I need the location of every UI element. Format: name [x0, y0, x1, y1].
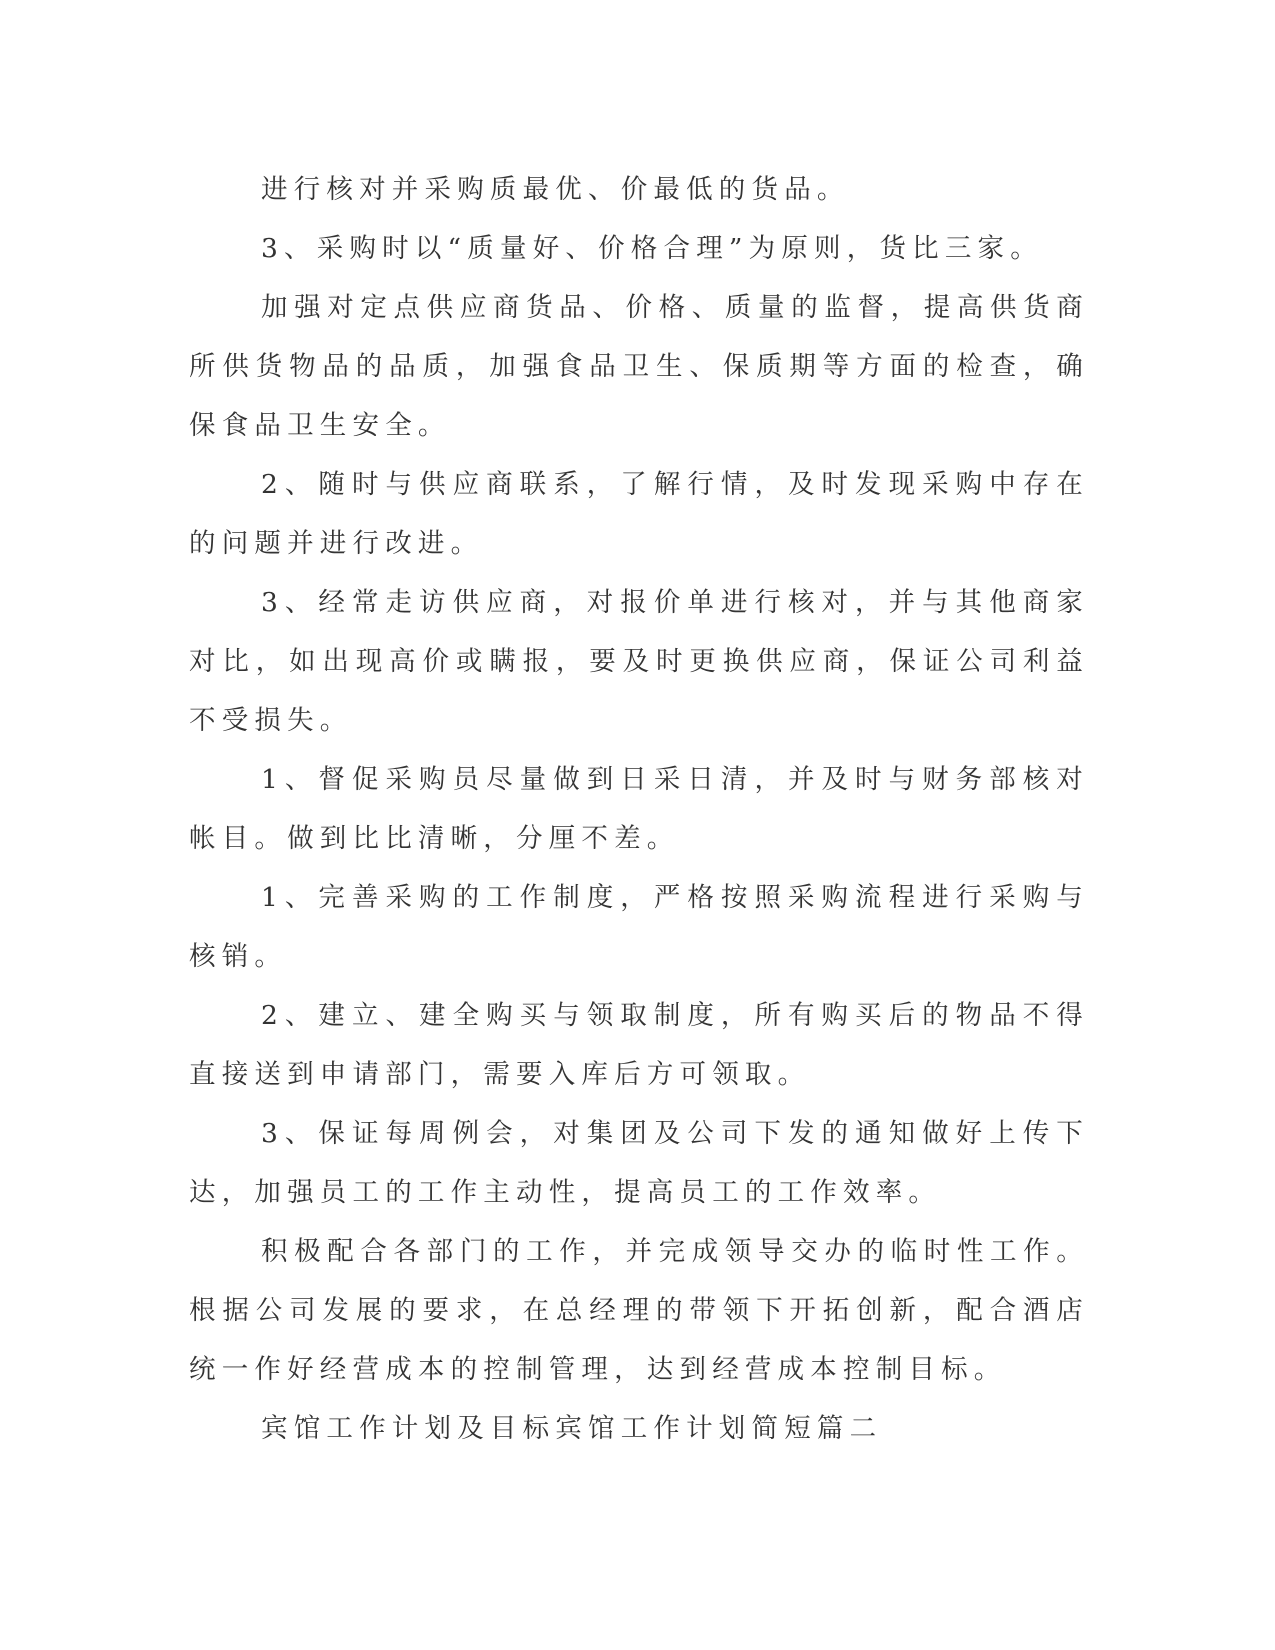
section-heading: 宾馆工作计划及目标宾馆工作计划简短篇二	[261, 1413, 883, 1444]
paragraph-9: 3、保证每周例会，对集团及公司下发的通知做好上传下达，加强员工的工作主动性，提高员工的工作效率。	[189, 1118, 1089, 1208]
paragraph-1: 进行核对并采购质最优、价最低的货品。	[261, 174, 850, 205]
paragraph-3: 加强对定点供应商货品、价格、质量的监督，提高供货商所供货物品的品质，加强食品卫生、保质期等方面的检查，确保食品卫生安全。	[189, 292, 1089, 441]
paragraph-5: 3、经常走访供应商，对报价单进行核对，并与其他商家对比，如出现高价或瞒报，要及时更换供应商，保证公司利益不受损失。	[189, 587, 1089, 736]
paragraph-7: 1、完善采购的工作制度，严格按照采购流程进行采购与核销。	[189, 882, 1089, 972]
paragraph-10: 积极配合各部门的工作，并完成领导交办的临时性工作。根据公司发展的要求，在总经理的带领下开拓创新，配合酒店统一作好经营成本的控制管理，达到经营成本控制目标。	[189, 1236, 1089, 1385]
paragraph-4: 2、随时与供应商联系，了解行情，及时发现采购中存在的问题并进行改进。	[189, 469, 1089, 559]
paragraph-2: 3、采购时以“质量好、价格合理”为原则，货比三家。	[261, 233, 1043, 264]
paragraph-8: 2、建立、建全购买与领取制度，所有购买后的物品不得直接送到申请部门，需要入库后方可领取。	[189, 1000, 1089, 1090]
paragraph-6: 1、督促采购员尽量做到日采日清，并及时与财务部核对帐目。做到比比清晰，分厘不差。	[189, 764, 1089, 854]
document-body	[189, 160, 1089, 1458]
